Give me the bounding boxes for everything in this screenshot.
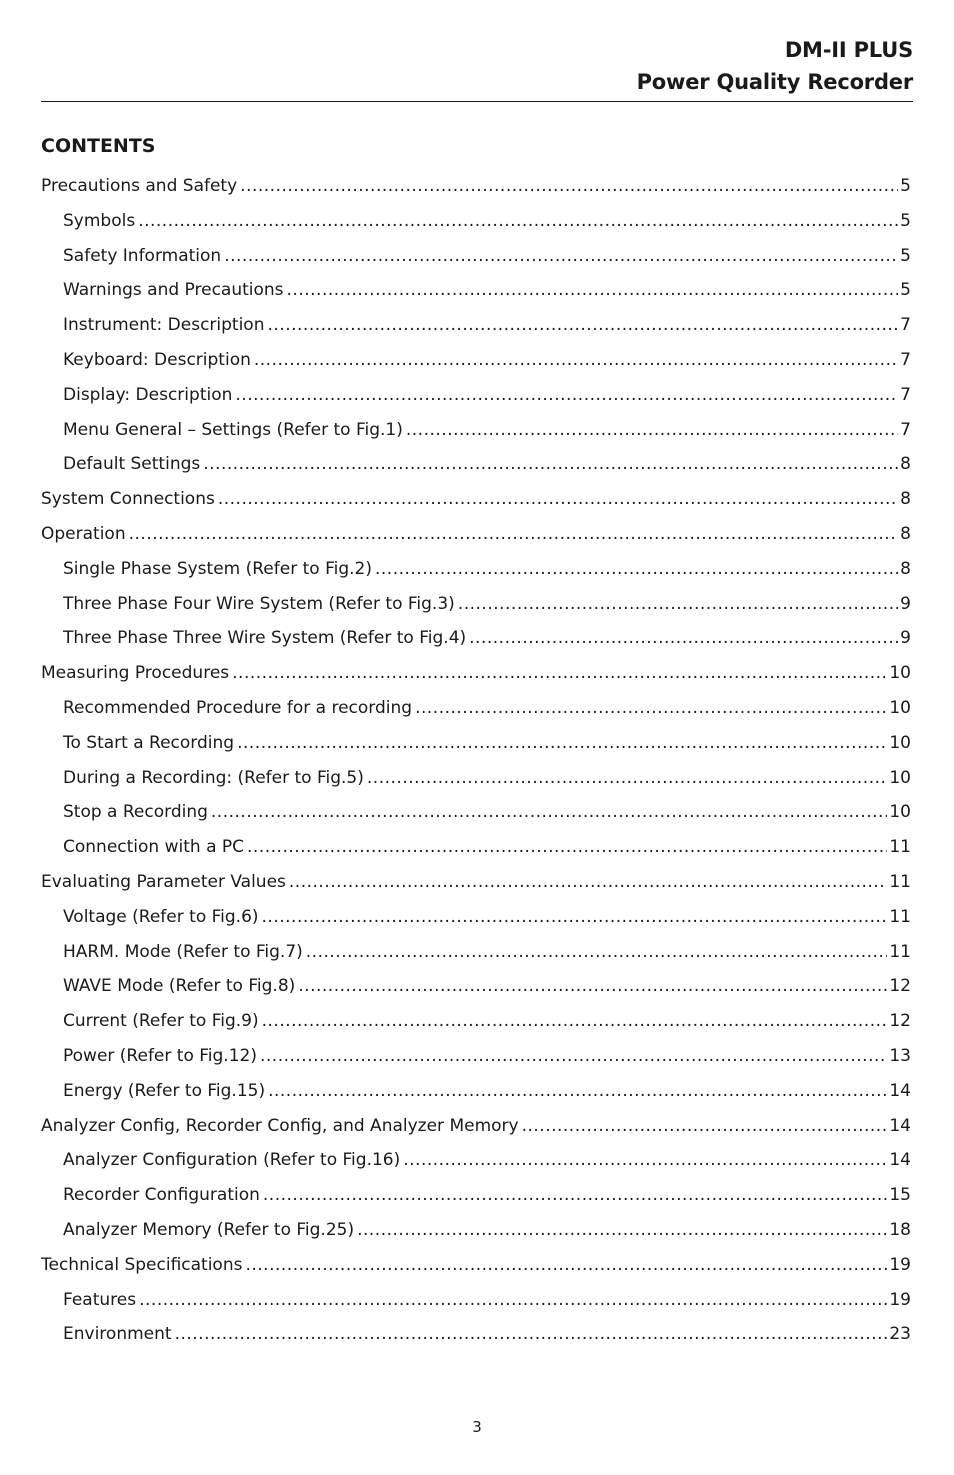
toc-dot-leader	[469, 622, 898, 654]
toc-entry-page: 12	[889, 1011, 911, 1032]
toc-entry-page: 10	[889, 663, 911, 684]
toc-entry[interactable]	[41, 1005, 911, 1040]
toc-dot-leader	[289, 866, 887, 898]
toc-dot-leader	[224, 240, 898, 272]
toc-entry-page: 10	[889, 697, 911, 718]
toc-entry-page: 15	[889, 1185, 911, 1206]
toc-dot-leader	[175, 1318, 888, 1350]
toc-entry-label: HARM. Mode (Refer to Fig.7)	[63, 941, 303, 962]
toc-entry-page: 19	[889, 1254, 911, 1275]
toc-entry-label: Default Settings	[63, 454, 201, 475]
toc-entry-page: 5	[900, 280, 911, 301]
toc-entry-page: 7	[900, 349, 911, 370]
toc-dot-leader	[260, 1040, 887, 1072]
toc-entry[interactable]	[41, 762, 911, 797]
toc-entry-label: Power (Refer to Fig.12)	[63, 1045, 257, 1066]
toc-dot-leader	[263, 1179, 887, 1211]
toc-dot-leader	[298, 970, 887, 1002]
toc-entry[interactable]	[41, 483, 911, 518]
toc-entry[interactable]	[41, 970, 911, 1005]
toc-dot-leader	[129, 518, 899, 550]
toc-entry-label: Operation	[41, 523, 126, 544]
toc-entry[interactable]	[41, 205, 911, 240]
toc-entry[interactable]	[41, 1040, 911, 1075]
toc-entry-label: Voltage (Refer to Fig.6)	[63, 906, 259, 927]
toc-entry[interactable]	[41, 1110, 911, 1145]
toc-dot-leader	[138, 205, 898, 237]
toc-entry-page: 14	[889, 1080, 911, 1101]
toc-dot-leader	[287, 274, 899, 306]
toc-dot-leader	[262, 901, 888, 933]
toc-dot-leader	[522, 1110, 888, 1142]
toc-entry[interactable]	[41, 866, 911, 901]
toc-entry-label: Recorder Configuration	[63, 1185, 260, 1206]
toc-dot-leader	[415, 692, 887, 724]
toc-dot-leader	[406, 414, 898, 446]
toc-entry[interactable]	[41, 448, 911, 483]
toc-entry[interactable]	[41, 240, 911, 275]
toc-entry-page: 8	[900, 489, 911, 510]
toc-entry[interactable]	[41, 344, 911, 379]
toc-entry[interactable]	[41, 692, 911, 727]
toc-entry-page: 14	[889, 1150, 911, 1171]
toc-entry-label: Symbols	[63, 210, 136, 231]
toc-entry-page: 5	[900, 176, 911, 196]
table-of-contents	[41, 170, 911, 1353]
toc-entry-label: System Connections	[41, 489, 215, 510]
toc-entry-page: 10	[889, 767, 911, 788]
toc-entry[interactable]	[41, 553, 911, 588]
toc-entry-label: Environment	[63, 1324, 172, 1345]
toc-entry-label: Menu General – Settings (Refer to Fig.1)	[63, 419, 403, 440]
toc-entry-page: 11	[889, 837, 911, 858]
toc-entry-page: 7	[900, 419, 911, 440]
toc-entry[interactable]	[41, 588, 911, 623]
toc-entry-label: Stop a Recording	[63, 802, 208, 823]
toc-dot-leader	[367, 762, 887, 794]
toc-entry-label: Three Phase Three Wire System (Refer to Fig.4)	[63, 628, 467, 649]
toc-entry-label: Technical Specifications	[41, 1254, 243, 1275]
toc-entry-label: Precautions and Safety	[41, 176, 238, 196]
toc-entry-label: Three Phase Four Wire System (Refer to Fig.3)	[63, 593, 455, 614]
toc-entry-page: 10	[889, 802, 911, 823]
toc-dot-leader	[268, 1075, 887, 1107]
toc-entry-label: Keyboard: Description	[63, 349, 251, 370]
toc-entry[interactable]	[41, 831, 911, 866]
toc-dot-leader	[254, 344, 898, 376]
product-name: DM-II PLUS	[784, 38, 913, 62]
toc-entry[interactable]	[41, 657, 911, 692]
toc-entry[interactable]	[41, 727, 911, 762]
toc-entry[interactable]	[41, 796, 911, 831]
toc-entry[interactable]	[41, 518, 911, 553]
toc-dot-leader	[232, 657, 887, 689]
toc-entry-label: Features	[63, 1289, 137, 1310]
toc-entry[interactable]	[41, 1318, 911, 1353]
toc-dot-leader	[139, 1284, 887, 1316]
toc-entry-page: 14	[889, 1115, 911, 1136]
toc-entry[interactable]	[41, 274, 911, 309]
toc-entry[interactable]	[41, 1214, 911, 1249]
toc-entry-label: Energy (Refer to Fig.15)	[63, 1080, 266, 1101]
toc-dot-leader	[203, 448, 898, 480]
toc-entry-page: 18	[889, 1219, 911, 1240]
toc-entry-page: 11	[889, 871, 911, 892]
toc-entry-label: Measuring Procedures	[41, 663, 230, 684]
toc-entry-label: Recommended Procedure for a recording	[63, 697, 413, 718]
toc-entry-page: 7	[900, 384, 911, 405]
document-header	[41, 34, 913, 98]
toc-entry[interactable]	[41, 1075, 911, 1110]
toc-dot-leader	[306, 936, 888, 968]
toc-entry-page: 5	[900, 210, 911, 231]
toc-entry-page: 11	[889, 906, 911, 927]
toc-entry-label: Warnings and Precautions	[63, 280, 284, 301]
toc-entry-label: Analyzer Config, Recorder Config, and Analyzer Memory	[41, 1115, 519, 1136]
toc-dot-leader	[235, 379, 898, 411]
toc-entry-label: Connection with a PC	[63, 837, 245, 858]
toc-entry-page: 8	[900, 558, 911, 579]
toc-entry[interactable]	[41, 414, 911, 449]
toc-entry[interactable]	[41, 309, 911, 344]
toc-entry-label: Display: Description	[63, 384, 233, 405]
toc-dot-leader	[262, 1005, 888, 1037]
page-number: 3	[472, 1418, 482, 1436]
toc-entry-page: 19	[889, 1289, 911, 1310]
toc-entry-label: Analyzer Memory (Refer to Fig.25)	[63, 1219, 355, 1240]
toc-entry[interactable]	[41, 936, 911, 971]
toc-entry-page: 8	[900, 523, 911, 544]
toc-entry-label: Evaluating Parameter Values	[41, 871, 286, 892]
toc-dot-leader	[375, 553, 898, 585]
toc-entry-page: 7	[900, 315, 911, 336]
toc-entry-label: Single Phase System (Refer to Fig.2)	[63, 558, 372, 579]
toc-entry[interactable]	[41, 1144, 911, 1179]
toc-entry-page: 8	[900, 454, 911, 475]
toc-entry[interactable]	[41, 622, 911, 657]
toc-dot-leader	[240, 170, 898, 202]
toc-dot-leader	[218, 483, 898, 515]
toc-entry-page: 23	[889, 1324, 911, 1345]
toc-entry-label: Instrument: Description	[63, 315, 265, 336]
toc-entry-page: 9	[900, 628, 911, 649]
toc-entry-page: 11	[889, 941, 911, 962]
header-divider	[41, 101, 913, 102]
toc-dot-leader	[458, 588, 898, 620]
toc-entry[interactable]	[41, 1284, 911, 1319]
toc-entry-page: 10	[889, 732, 911, 753]
contents-heading: CONTENTS	[41, 135, 156, 157]
toc-dot-leader	[211, 796, 887, 828]
toc-dot-leader	[237, 727, 887, 759]
toc-dot-leader	[268, 309, 899, 341]
toc-entry-label: WAVE Mode (Refer to Fig.8)	[63, 976, 296, 997]
toc-entry-label: Current (Refer to Fig.9)	[63, 1011, 259, 1032]
toc-dot-leader	[357, 1214, 887, 1246]
toc-entry-page: 9	[900, 593, 911, 614]
toc-dot-leader	[403, 1144, 887, 1176]
toc-entry-page: 5	[900, 245, 911, 266]
product-subtitle: Power Quality Recorder	[636, 70, 913, 94]
toc-dot-leader	[247, 831, 887, 863]
toc-entry-page: 13	[889, 1045, 911, 1066]
toc-entry-label: Analyzer Configuration (Refer to Fig.16)	[63, 1150, 401, 1171]
toc-entry-label: During a Recording: (Refer to Fig.5)	[63, 767, 364, 788]
toc-entry-page: 12	[889, 976, 911, 997]
toc-entry-label: To Start a Recording	[63, 732, 235, 753]
toc-dot-leader	[245, 1249, 887, 1281]
toc-entry[interactable]	[41, 1249, 911, 1284]
toc-entry[interactable]	[41, 901, 911, 936]
toc-entry-label: Safety Information	[63, 245, 222, 266]
toc-entry[interactable]	[41, 170, 911, 205]
toc-entry[interactable]	[41, 379, 911, 414]
toc-entry[interactable]	[41, 1179, 911, 1214]
